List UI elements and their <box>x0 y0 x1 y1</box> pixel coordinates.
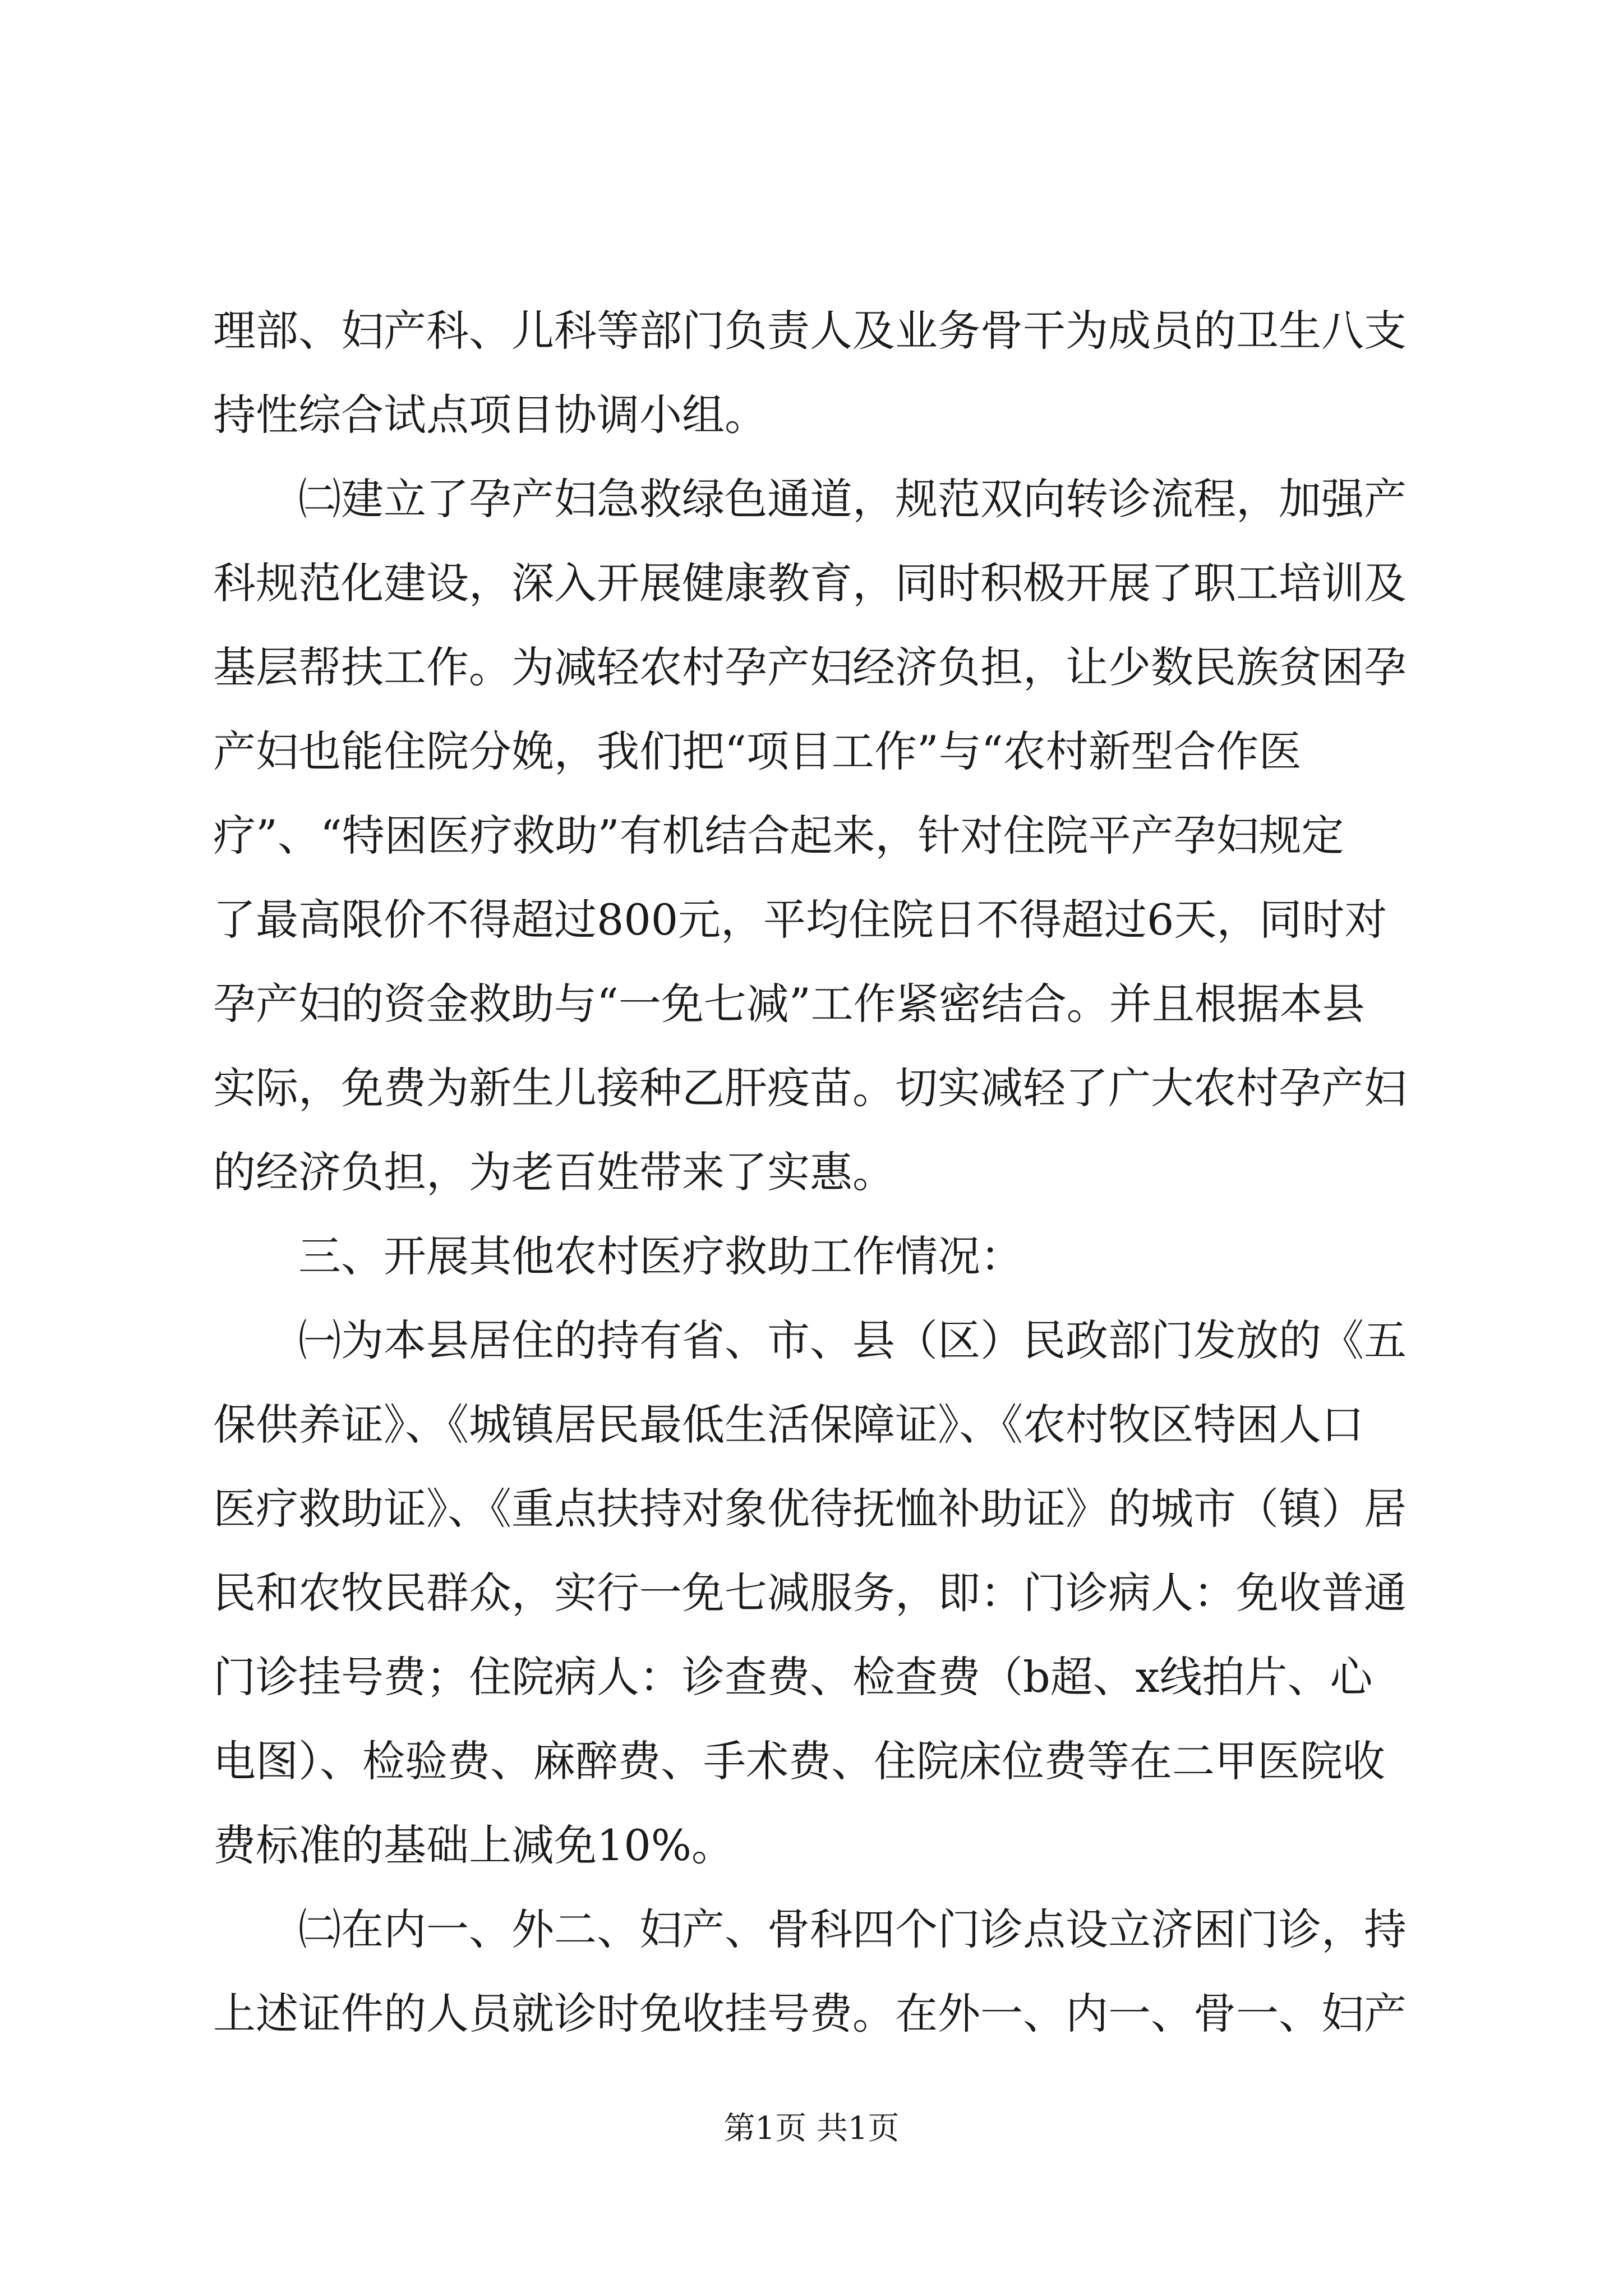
text-line: 实际，免费为新生儿接种乙肝疫苗。切实减轻了广大农村孕产妇 <box>213 1063 1407 1113</box>
text-line: 医疗救助证》、《重点扶持对象优待抚恤补助证》的城市（镇）居 <box>213 1484 1407 1534</box>
text-line: 疗”、“特困医疗救助”有机结合起来，针对住院平产孕妇规定 <box>213 811 1344 861</box>
text-line: 了最高限价不得超过800元，平均住院日不得超过6天，同时对 <box>213 895 1387 945</box>
text-line: 保供养证》、《城镇居民最低生活保障证》、《农村牧区特困人口 <box>213 1400 1364 1450</box>
text-line: 基层帮扶工作。为减轻农村孕产妇经济负担，让少数民族贫困孕 <box>213 642 1407 692</box>
text-line: 理部、妇产科、儿科等部门负责人及业务骨干为成员的卫生八支 <box>213 306 1407 356</box>
text-line: 民和农牧民群众，实行一免七减服务，即：门诊病人：免收普通 <box>213 1568 1407 1618</box>
paragraph-start-line: ㈠为本县居住的持有省、市、县（区）民政部门发放的《五 <box>298 1315 1407 1365</box>
text-line: 产妇也能住院分娩，我们把“项目工作”与“农村新型合作医 <box>213 726 1302 776</box>
page-footer: 第1页 共1页 <box>723 2110 900 2147</box>
section-heading: 三、开展其他农村医疗救助工作情况： <box>298 1231 1023 1281</box>
text-line: 费标准的基础上减免10%。 <box>213 1820 734 1870</box>
paragraph-start-line: ㈡建立了孕产妇急救绿色通道，规范双向转诊流程，加强产 <box>298 474 1407 524</box>
text-line: 持性综合试点项目协调小组。 <box>213 390 767 440</box>
text-line: 电图）、检验费、麻醉费、手术费、住院床位费等在二甲医院收 <box>213 1736 1385 1786</box>
text-line: 科规范化建设，深入开展健康教育，同时积极开展了职工培训及 <box>213 558 1407 608</box>
text-line: 孕产妇的资金救助与“一免七减”工作紧密结合。并且根据本县 <box>213 979 1365 1029</box>
text-line: 上述证件的人员就诊时免收挂号费。在外一、内一、骨一、妇产 <box>213 1989 1407 2039</box>
text-line: 的经济负担，为老百姓带来了实惠。 <box>213 1147 895 1197</box>
paragraph-start-line: ㈡在内一、外二、妇产、骨科四个门诊点设立济困门诊，持 <box>298 1904 1407 1954</box>
text-line: 门诊挂号费；住院病人：诊查费、检查费（b超、x线拍片、心 <box>213 1652 1373 1702</box>
